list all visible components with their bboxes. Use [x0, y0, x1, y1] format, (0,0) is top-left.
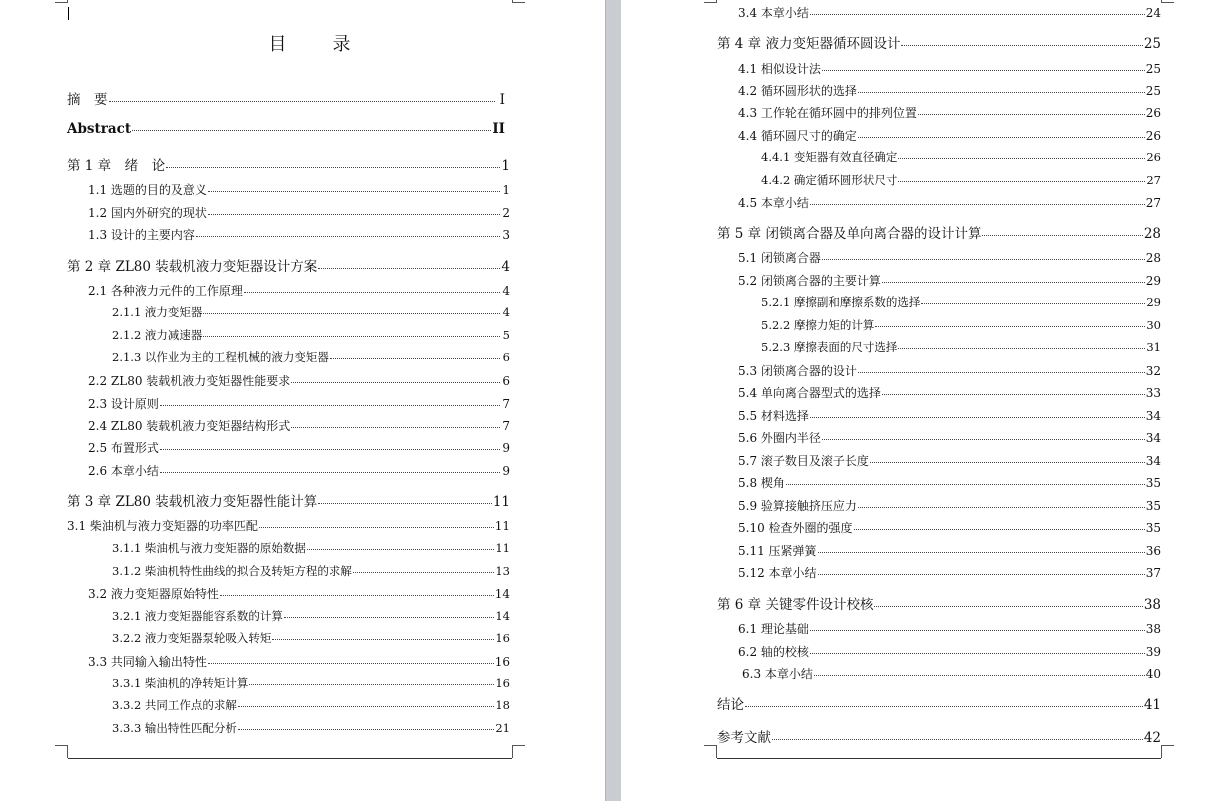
toc-leader-dots [772, 739, 1143, 740]
toc-entry[interactable] [67, 154, 510, 172]
toc-entry-label: 3.4 本章小结 [738, 6, 809, 20]
toc-entry-page-number: 7 [502, 419, 510, 433]
toc-leader-dots [160, 449, 500, 450]
toc-entry[interactable] [761, 339, 1161, 357]
toc-entry-label: 4.4.2 确定循环圆形状尺寸 [761, 173, 898, 187]
toc-entry[interactable] [738, 564, 1161, 582]
toc-entry[interactable] [88, 395, 510, 413]
toc-entry-page-number: 38 [1143, 597, 1161, 613]
toc-leader-dots [353, 572, 494, 573]
toc-title: 目 录 [268, 34, 365, 55]
toc-entry-page-number: 30 [1146, 318, 1161, 332]
toc-leader-dots [982, 235, 1142, 236]
toc-leader-dots [160, 472, 500, 473]
toc-entry[interactable] [88, 204, 510, 222]
toc-entry[interactable] [761, 172, 1161, 190]
toc-entry-label: 5.4 单向离合器型式的选择 [738, 386, 881, 400]
toc-leader-dots [858, 137, 1145, 138]
toc-leader-dots [822, 259, 1145, 260]
toc-entry-page-number: 35 [1145, 521, 1161, 535]
toc-entry-label: 5.2.2 摩擦力矩的计算 [761, 318, 875, 332]
toc-leader-dots [854, 529, 1145, 530]
toc-leader-dots [814, 675, 1145, 676]
toc-leader-dots [810, 653, 1145, 654]
toc-leader-dots [132, 130, 491, 131]
toc-entry-page-number: 28 [1143, 226, 1161, 242]
toc-entry-label: 5.8 楔角 [738, 476, 785, 490]
toc-entry[interactable] [738, 643, 1161, 661]
page-corner-mark [704, 0, 717, 3]
toc-entry-label: 5.3 闭锁离合器的设计 [738, 364, 857, 378]
toc-entry-label: 2.3 设计原则 [88, 397, 159, 411]
toc-leader-dots [810, 630, 1145, 631]
toc-leader-dots [318, 268, 500, 269]
toc-entry-page-number: I [499, 92, 505, 108]
toc-leader-dots [203, 313, 500, 314]
toc-entry[interactable] [738, 474, 1161, 492]
toc-entry-page-number: 14 [495, 609, 510, 623]
toc-entry-label: 3.1 柴油机与液力变矩器的功率匹配 [67, 519, 258, 533]
toc-leader-dots [203, 336, 500, 337]
toc-entry-page-number: 34 [1145, 454, 1161, 468]
toc-leader-dots [898, 181, 1145, 182]
toc-leader-dots [284, 617, 494, 618]
toc-entry-label: 3.3 共同输入输出特性 [88, 655, 207, 669]
toc-entry-label: 5.6 外圈内半径 [738, 431, 821, 445]
toc-entry[interactable] [738, 542, 1161, 560]
toc-entry[interactable] [88, 462, 510, 480]
toc-entry[interactable] [112, 630, 510, 648]
toc-entry-label: 2.1.1 液力变矩器 [112, 305, 203, 319]
toc-leader-dots [818, 574, 1145, 575]
toc-entry[interactable] [112, 608, 510, 626]
toc-entry-page-number: 14 [494, 587, 510, 601]
toc-entry[interactable] [112, 697, 510, 715]
toc-entry[interactable] [717, 32, 1161, 50]
toc-entry-label: Abstract [67, 121, 132, 137]
toc-leader-dots [858, 92, 1145, 93]
toc-leader-dots [858, 372, 1145, 373]
toc-entry-page-number: 26 [1146, 150, 1161, 164]
toc-entry-label: 3.2.2 液力变矩器泵轮吸入转矩 [112, 631, 272, 645]
toc-entry-page-number: 41 [1143, 697, 1161, 713]
toc-entry-page-number: 16 [495, 676, 510, 690]
toc-leader-dots [272, 639, 494, 640]
toc-entry[interactable] [112, 563, 510, 581]
toc-entry-label: 3.1.1 柴油机与液力变矩器的原始数据 [112, 541, 306, 555]
toc-leader-dots [870, 462, 1145, 463]
toc-entry-page-number: 29 [1145, 274, 1161, 288]
toc-entry-page-number: 4 [501, 259, 510, 275]
document-page-right [621, 0, 1208, 801]
toc-entry[interactable] [88, 417, 510, 435]
toc-entry-label: 3.3.2 共同工作点的求解 [112, 698, 237, 712]
toc-entry-label: 第 3 章 ZL80 装载机液力变矩器性能计算 [67, 494, 318, 510]
toc-entry[interactable] [717, 726, 1161, 744]
toc-leader-dots [822, 439, 1145, 440]
toc-entry[interactable] [112, 720, 510, 738]
toc-entry-page-number: 27 [1146, 173, 1161, 187]
toc-entry-page-number: 29 [1146, 295, 1161, 309]
toc-leader-dots [810, 14, 1145, 15]
toc-entry[interactable] [761, 294, 1161, 312]
toc-entry-page-number: 11 [495, 541, 510, 555]
toc-entry[interactable] [717, 693, 1161, 711]
toc-leader-dots [875, 326, 1145, 327]
toc-entry-label: 第 4 章 液力变矩器循环圆设计 [717, 36, 901, 52]
toc-entry-page-number: 28 [1145, 251, 1161, 265]
toc-entry-label: 5.2.3 摩擦表面的尺寸选择 [761, 340, 898, 354]
toc-entry[interactable] [67, 517, 510, 535]
toc-entry-label: 2.1.3 以作业为主的工程机械的液力变矩器 [112, 350, 329, 364]
toc-entry-page-number: 2 [502, 206, 510, 220]
toc-entry-label: 2.6 本章小结 [88, 464, 159, 478]
footer-rule [68, 758, 512, 759]
page-corner-mark [55, 745, 68, 758]
toc-leader-dots [220, 595, 494, 596]
toc-entry-page-number: 42 [1143, 730, 1161, 746]
toc-entry[interactable] [88, 585, 510, 603]
toc-entry[interactable] [738, 194, 1161, 212]
toc-entry[interactable] [742, 665, 1161, 683]
toc-entry-page-number: 9 [502, 464, 510, 478]
toc-leader-dots [918, 114, 1145, 115]
toc-entry-page-number: 16 [494, 655, 510, 669]
toc-entry-page-number: 40 [1145, 667, 1161, 681]
toc-entry-page-number: 7 [502, 397, 510, 411]
page-corner-mark [512, 0, 525, 3]
toc-entry-label: 5.1 闭锁离合器 [738, 251, 821, 265]
toc-entry-page-number: 26 [1145, 106, 1161, 120]
toc-entry[interactable] [112, 304, 510, 322]
toc-entry-label: 5.7 滚子数目及滚子长度 [738, 454, 869, 468]
toc-entry-label: 4.2 循环圆形状的选择 [738, 84, 857, 98]
toc-leader-dots [858, 507, 1145, 508]
toc-entry[interactable] [67, 121, 505, 139]
toc-leader-dots [318, 503, 492, 504]
toc-leader-dots [874, 606, 1142, 607]
toc-entry-page-number: 33 [1145, 386, 1161, 400]
toc-entry-label: 5.12 本章小结 [738, 566, 817, 580]
page-corner-mark [512, 745, 525, 758]
page-corner-mark [55, 0, 68, 3]
toc-entry[interactable] [88, 439, 510, 457]
toc-entry-page-number: II [492, 121, 505, 137]
toc-entry-label: 参考文献 [717, 730, 771, 746]
toc-entry-page-number: 27 [1145, 196, 1161, 210]
toc-entry[interactable] [738, 620, 1161, 638]
toc-entry-page-number: 32 [1145, 364, 1161, 378]
toc-leader-dots [786, 484, 1145, 485]
toc-entry[interactable] [738, 82, 1161, 100]
toc-leader-dots [109, 101, 496, 102]
toc-leader-dots [291, 427, 500, 428]
toc-entry[interactable] [67, 490, 510, 508]
toc-entry-page-number: 11 [492, 494, 510, 510]
toc-leader-dots [898, 348, 1145, 349]
toc-entry-label: 5.2.1 摩擦副和摩擦系数的选择 [761, 295, 921, 309]
footer-rule [717, 758, 1161, 759]
toc-entry[interactable] [738, 497, 1161, 515]
toc-entry-label: 3.2 液力变矩器原始特性 [88, 587, 219, 601]
toc-entry-page-number: 37 [1145, 566, 1161, 580]
toc-entry-label: 5.10 检查外圈的强度 [738, 521, 853, 535]
page-corner-mark [1161, 745, 1174, 758]
toc-entry[interactable] [738, 362, 1161, 380]
toc-entry[interactable] [738, 519, 1161, 537]
toc-entry-page-number: 6 [502, 374, 510, 388]
toc-entry-label: 3.3.3 输出特性匹配分析 [112, 721, 237, 735]
toc-entry-label: 6.2 轴的校核 [738, 645, 809, 659]
toc-entry-page-number: 18 [495, 698, 510, 712]
toc-leader-dots [818, 552, 1145, 553]
toc-entry-label: 摘 要 [67, 92, 108, 108]
toc-leader-dots [238, 706, 494, 707]
toc-entry-label: 2.1.2 液力减速器 [112, 328, 203, 342]
toc-entry[interactable] [738, 104, 1161, 122]
toc-entry-label: 2.1 各种液力元件的工作原理 [88, 284, 243, 298]
toc-leader-dots [238, 729, 494, 730]
toc-entry-page-number: 36 [1145, 544, 1161, 558]
toc-entry[interactable] [67, 88, 505, 106]
toc-leader-dots [921, 303, 1145, 304]
toc-entry-page-number: 38 [1145, 622, 1161, 636]
toc-leader-dots [208, 663, 494, 664]
toc-leader-dots [249, 684, 494, 685]
page-corner-mark [704, 745, 717, 758]
toc-entry-label: 2.5 布置形式 [88, 441, 159, 455]
toc-entry-page-number: 34 [1145, 431, 1161, 445]
toc-leader-dots [208, 191, 500, 192]
toc-entry-page-number: 9 [502, 441, 510, 455]
toc-leader-dots [208, 214, 500, 215]
toc-entry-label: 3.1.2 柴油机特性曲线的拟合及转矩方程的求解 [112, 564, 352, 578]
toc-leader-dots [196, 236, 500, 237]
toc-leader-dots [160, 405, 500, 406]
toc-leader-dots [745, 706, 1143, 707]
toc-entry-page-number: 25 [1143, 36, 1161, 52]
toc-leader-dots [810, 417, 1145, 418]
toc-entry-page-number: 39 [1145, 645, 1161, 659]
toc-entry-page-number: 5 [502, 328, 510, 342]
toc-entry-label: 第 6 章 关键零件设计校核 [717, 597, 874, 613]
toc-entry[interactable] [88, 282, 510, 300]
toc-leader-dots [901, 45, 1142, 46]
toc-entry[interactable] [717, 593, 1161, 611]
toc-entry[interactable] [88, 372, 510, 390]
toc-entry-page-number: 11 [494, 519, 510, 533]
toc-leader-dots [898, 158, 1145, 159]
toc-entry-label: 4.5 本章小结 [738, 196, 809, 210]
toc-entry-page-number: 26 [1145, 129, 1161, 143]
toc-entry-page-number: 1 [502, 183, 510, 197]
toc-leader-dots [822, 70, 1145, 71]
toc-entry-label: 5.9 验算接触挤压应力 [738, 499, 857, 513]
toc-entry-page-number: 24 [1145, 6, 1161, 20]
toc-entry[interactable] [761, 317, 1161, 335]
toc-entry-label: 第 5 章 闭锁离合器及单向离合器的设计计算 [717, 226, 982, 242]
toc-entry-page-number: 16 [495, 631, 510, 645]
toc-entry-label: 第 1 章 绪 论 [67, 158, 166, 174]
toc-leader-dots [882, 394, 1145, 395]
toc-entry[interactable] [738, 384, 1161, 402]
toc-entry-label: 4.1 相似设计法 [738, 62, 821, 76]
toc-entry[interactable] [88, 226, 510, 244]
toc-entry-page-number: 21 [495, 721, 510, 735]
toc-entry-page-number: 1 [501, 158, 510, 174]
toc-entry-page-number: 13 [495, 564, 510, 578]
toc-entry[interactable] [112, 327, 510, 345]
toc-entry[interactable] [738, 407, 1161, 425]
toc-leader-dots [882, 282, 1145, 283]
toc-entry[interactable] [738, 60, 1161, 78]
toc-leader-dots [810, 204, 1145, 205]
toc-entry-page-number: 6 [502, 350, 510, 364]
toc-leader-dots [259, 527, 494, 528]
toc-entry-label: 第 2 章 ZL80 装载机液力变矩器设计方案 [67, 259, 318, 275]
toc-entry-page-number: 4 [502, 305, 510, 319]
toc-entry-page-number: 25 [1145, 84, 1161, 98]
toc-entry-page-number: 31 [1146, 340, 1161, 354]
toc-leader-dots [291, 382, 500, 383]
toc-entry[interactable] [67, 255, 510, 273]
toc-entry-page-number: 3 [502, 228, 510, 242]
toc-leader-dots [244, 292, 500, 293]
toc-entry-label: 1.2 国内外研究的现状 [88, 206, 207, 220]
toc-entry-page-number: 35 [1145, 499, 1161, 513]
toc-entry-label: 3.2.1 液力变矩器能容系数的计算 [112, 609, 283, 623]
toc-leader-dots [330, 358, 500, 359]
toc-entry-page-number: 34 [1145, 409, 1161, 423]
toc-entry-label: 6.3 本章小结 [742, 667, 813, 681]
toc-entry[interactable] [738, 127, 1161, 145]
toc-entry-label: 5.5 材料选择 [738, 409, 809, 423]
toc-entry[interactable] [738, 249, 1161, 267]
toc-entry[interactable] [738, 272, 1161, 290]
toc-entry-label: 1.1 选题的目的及意义 [88, 183, 207, 197]
toc-entry-label: 结论 [717, 697, 744, 713]
toc-entry[interactable] [738, 4, 1161, 22]
toc-entry-label: 3.3.1 柴油机的净转矩计算 [112, 676, 249, 690]
toc-leader-dots [307, 549, 494, 550]
toc-entry-label: 5.11 压紧弹簧 [738, 544, 817, 558]
toc-leader-dots [166, 167, 500, 168]
toc-entry-label: 1.3 设计的主要内容 [88, 228, 195, 242]
toc-entry-label: 2.4 ZL80 装载机液力变矩器结构形式 [88, 419, 291, 433]
toc-entry[interactable] [88, 181, 510, 199]
toc-entry-label: 2.2 ZL80 装载机液力变矩器性能要求 [88, 374, 291, 388]
toc-entry-label: 6.1 理论基础 [738, 622, 809, 636]
toc-entry[interactable] [88, 653, 510, 671]
toc-entry[interactable] [761, 149, 1161, 167]
page-corner-mark [1161, 0, 1174, 3]
toc-entry[interactable] [717, 222, 1161, 240]
toc-entry[interactable] [738, 452, 1161, 470]
text-cursor [68, 7, 69, 20]
toc-entry-page-number: 25 [1145, 62, 1161, 76]
toc-entry-label: 5.2 闭锁离合器的主要计算 [738, 274, 881, 288]
toc-entry-label: 4.4 循环圆尺寸的确定 [738, 129, 857, 143]
toc-entry[interactable] [112, 675, 510, 693]
toc-entry[interactable] [738, 429, 1161, 447]
toc-entry-label: 4.3 工作轮在循环圆中的排列位置 [738, 106, 917, 120]
toc-entry-label: 4.4.1 变矩器有效直径确定 [761, 150, 898, 164]
toc-entry-page-number: 4 [502, 284, 510, 298]
toc-entry[interactable] [112, 540, 510, 558]
toc-entry[interactable] [112, 349, 510, 367]
toc-entry-page-number: 35 [1145, 476, 1161, 490]
